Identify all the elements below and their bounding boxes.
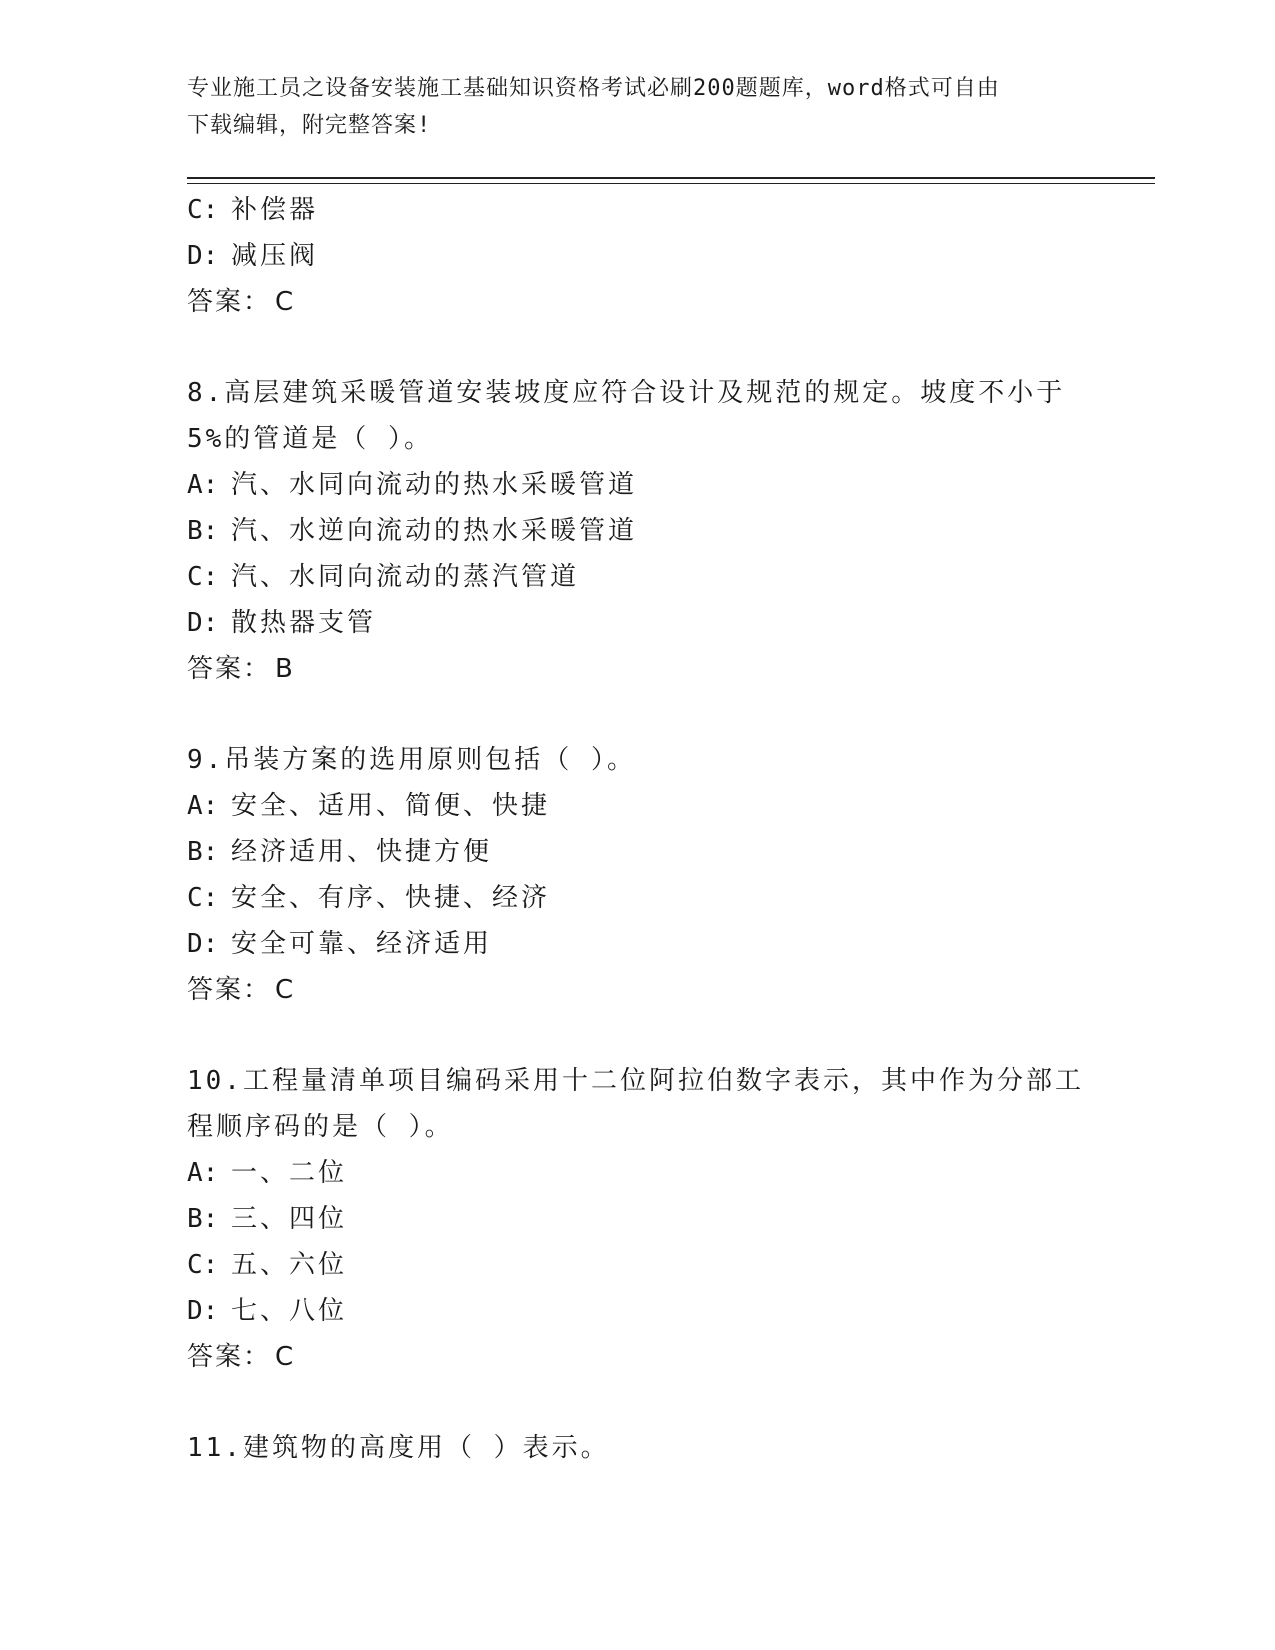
answer-value: C <box>275 287 294 317</box>
header-divider-thin <box>187 183 1155 184</box>
option-key: C: <box>187 195 219 225</box>
option-text: 七、八位 <box>231 1296 348 1326</box>
answer-line <box>187 1334 1087 1380</box>
question-11 <box>187 1425 1087 1471</box>
option-d <box>187 1288 1087 1334</box>
option-key: D: <box>187 608 219 638</box>
question-stem: 8.高层建筑采暖管道安装坡度应符合设计及规范的规定。坡度不小于 <box>187 378 1066 408</box>
answer-line <box>187 646 1087 692</box>
question-10 <box>187 1058 1087 1380</box>
option-text: 安全、适用、简便、快捷 <box>231 791 551 821</box>
document-header <box>187 70 1087 144</box>
option-b <box>187 508 1087 554</box>
header-line-2: 下载编辑，附完整答案! <box>187 113 432 138</box>
option-key: B: <box>187 516 219 546</box>
question-stem: 10.工程量清单项目编码采用十二位阿拉伯数字表示，其中作为分部工 <box>187 1066 1084 1096</box>
option-key: A: <box>187 1158 219 1188</box>
option-text: 一、二位 <box>231 1158 348 1188</box>
option-b <box>187 829 1087 875</box>
option-text: 五、六位 <box>231 1250 348 1280</box>
answer-line <box>187 967 1087 1013</box>
option-text: 散热器支管 <box>231 608 377 638</box>
answer-line <box>187 279 1087 325</box>
header-divider-thick <box>187 177 1155 179</box>
header-line-1: 专业施工员之设备安装施工基础知识资格考试必刷200题题库，word格式可自由 <box>187 76 1000 101</box>
option-key: A: <box>187 791 219 821</box>
answer-label: 答案： <box>187 1342 272 1372</box>
option-key: D: <box>187 1296 219 1326</box>
option-c <box>187 1242 1087 1288</box>
question-stem-cont: 程顺序码的是（ ）。 <box>187 1112 454 1142</box>
question-8 <box>187 370 1087 692</box>
option-c <box>187 875 1087 921</box>
answer-label: 答案： <box>187 975 272 1005</box>
option-c <box>187 187 1087 233</box>
option-text: 补偿器 <box>231 195 319 225</box>
option-text: 安全、有序、快捷、经济 <box>231 883 551 913</box>
option-a <box>187 1150 1087 1196</box>
option-c <box>187 554 1087 600</box>
option-d <box>187 233 1087 279</box>
question-stem-cont: 5%的管道是（ ）。 <box>187 424 433 454</box>
option-key: A: <box>187 470 219 500</box>
answer-value: C <box>275 1342 294 1372</box>
answer-label: 答案： <box>187 654 272 684</box>
option-text: 汽、水同向流动的热水采暖管道 <box>231 470 638 500</box>
option-text: 汽、水同向流动的蒸汽管道 <box>231 562 580 592</box>
answer-label: 答案： <box>187 287 272 317</box>
question-7-tail <box>187 187 1087 325</box>
option-key: C: <box>187 883 219 913</box>
question-stem: 9.吊装方案的选用原则包括（ ）。 <box>187 745 636 775</box>
option-text: 安全可靠、经济适用 <box>231 929 493 959</box>
question-9 <box>187 737 1087 1013</box>
option-key: C: <box>187 562 219 592</box>
option-key: D: <box>187 241 219 271</box>
option-key: C: <box>187 1250 219 1280</box>
option-a <box>187 462 1087 508</box>
option-key: B: <box>187 1204 219 1234</box>
option-text: 汽、水逆向流动的热水采暖管道 <box>231 516 638 546</box>
option-text: 经济适用、快捷方便 <box>231 837 493 867</box>
option-b <box>187 1196 1087 1242</box>
document-body <box>187 187 1087 1471</box>
answer-value: C <box>275 975 294 1005</box>
answer-value: B <box>275 654 293 684</box>
option-d <box>187 600 1087 646</box>
option-key: D: <box>187 929 219 959</box>
option-d <box>187 921 1087 967</box>
option-key: B: <box>187 837 219 867</box>
option-text: 三、四位 <box>231 1204 348 1234</box>
question-stem: 11.建筑物的高度用（ ）表示。 <box>187 1433 610 1463</box>
option-text: 减压阀 <box>231 241 319 271</box>
option-a <box>187 783 1087 829</box>
